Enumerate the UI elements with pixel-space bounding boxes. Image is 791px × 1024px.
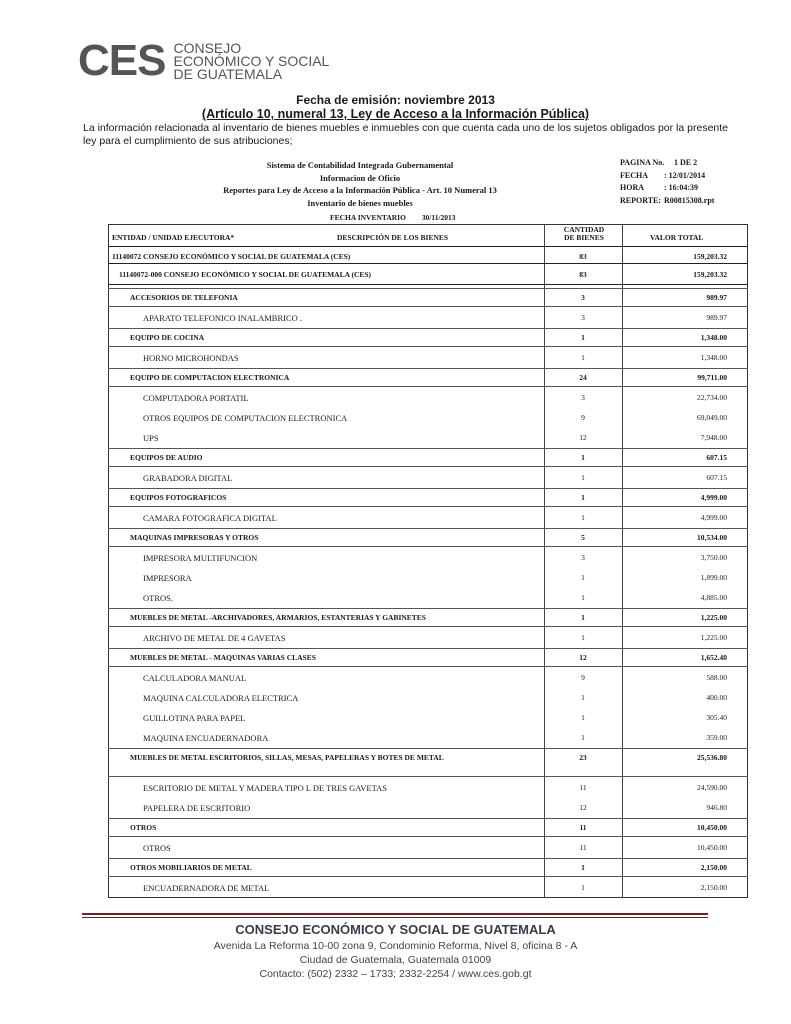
row-value: 10,534.00 (697, 533, 727, 542)
row-label: OTROS (130, 823, 157, 832)
row-label: CAMARA FOTOGRAFICA DIGITAL (143, 513, 277, 523)
report-value: R00815308.rpt (664, 195, 715, 205)
footer-city: Ciudad de Guatemala, Guatemala 01009 (299, 954, 492, 966)
category-rule-bottom (108, 666, 748, 667)
row-label: 11140072 CONSEJO ECONÓMICO Y SOCIAL DE GUATEMALA (CES) (112, 252, 351, 261)
row-label: ARCHIVO DE METAL DE 4 GAVETAS (143, 633, 286, 643)
row-value: 7,948.00 (700, 433, 727, 442)
row-label: UPS (143, 433, 159, 443)
row-value: 400.00 (706, 693, 727, 702)
report-title-block (210, 159, 510, 209)
row-quantity: 1 (581, 693, 585, 702)
row-label: MAQUINA CALCULADORA ELECTRICA (143, 693, 299, 703)
row-label: ESCRITORIO DE METAL Y MADERA TIPO L DE TRES GAVETAS (143, 783, 387, 793)
footer-contact: Contacto: (502) 2332 – 1733; 2332-2254 / www.ces.gob.gt (259, 968, 532, 980)
category-rule (108, 858, 748, 859)
row-label: ENCUADERNADORA DE METAL (143, 883, 270, 893)
category-rule-bottom (108, 466, 748, 467)
row-label: OTROS MOBILIARIOS DE METAL (130, 863, 252, 872)
logo-text (173, 39, 330, 82)
logo-line-3: DE GUATEMALA (173, 65, 283, 82)
article-title: (Artículo 10, numeral 13, Ley de Acceso a la Información Pública) (201, 107, 590, 121)
row-label: COMPUTADORA PORTATIL (143, 393, 249, 403)
row-label: MUEBLES DE METAL - MAQUINAS VARIAS CLASES (130, 653, 316, 662)
row-quantity: 1 (581, 473, 585, 482)
row-quantity: 1 (581, 733, 585, 742)
row-quantity: 24 (579, 373, 587, 382)
row-quantity: 1 (581, 513, 585, 522)
row-value: 607.15 (706, 473, 727, 482)
page-label: PAGINA No. (620, 158, 665, 167)
row-quantity: 11 (579, 823, 587, 832)
row-quantity: 1 (581, 593, 585, 602)
row-label: CALCULADORA MANUAL (143, 673, 247, 683)
row-value: 1,348.00 (700, 333, 727, 342)
row-value: 159,203.32 (693, 252, 727, 261)
category-rule-bottom (108, 506, 748, 507)
row-label: EQUIPO DE COCINA (130, 333, 205, 342)
row-value: 3,750.00 (700, 553, 727, 562)
category-rule (108, 528, 748, 529)
row-value: 946.80 (706, 803, 727, 812)
row-value: 2,150.00 (700, 863, 727, 872)
row-quantity: 23 (579, 753, 587, 762)
row-label: MAQUINA ENCUADERNADORA (143, 733, 269, 743)
row-label: GRABADORA DIGITAL (143, 473, 233, 483)
logo-line-1: CONSEJO (173, 39, 242, 56)
row-value: 1,652.40 (700, 653, 727, 662)
row-value: 4,885.00 (700, 593, 727, 602)
report-label: REPORTE: (620, 195, 662, 205)
row-label: OTROS (143, 843, 171, 853)
report-inventory: Inventario de bienes muebles (307, 197, 413, 208)
inventory-date-value: 30/11/2013 (421, 213, 456, 222)
unit-rule (108, 284, 748, 285)
row-quantity: 1 (581, 613, 585, 622)
row-value: 1,899.00 (700, 573, 727, 582)
intro-paragraph: La información relacionada al inventario de bienes muebles e inmuebles con que cuenta cada uno de los sujetos obligados por la presente ley para el cumplimiento de sus atribuciones; (83, 122, 729, 147)
ces-logo (78, 36, 330, 85)
row-value: 10,450.00 (697, 843, 727, 852)
row-quantity: 1 (581, 573, 585, 582)
row-label: IMPRESORA (143, 573, 192, 583)
row-quantity: 1 (581, 863, 585, 872)
footer-org-name: CONSEJO ECONÓMICO Y SOCIAL DE GUATEMALA (235, 922, 556, 937)
row-quantity: 1 (581, 883, 585, 892)
date-label: FECHA (620, 170, 648, 180)
row-value: 24,590.00 (697, 783, 727, 792)
row-quantity: 1 (581, 353, 585, 362)
row-quantity: 1 (581, 453, 585, 462)
row-quantity: 3 (581, 393, 585, 402)
logo-line-2: ECONÓMICO Y SOCIAL (173, 52, 330, 69)
inventory-date (330, 213, 456, 222)
row-quantity: 1 (581, 633, 585, 642)
category-rule-bottom (108, 306, 748, 307)
row-value: 1,225.00 (700, 613, 727, 622)
category-rule (108, 368, 748, 369)
row-quantity: 11 (579, 783, 587, 792)
row-label: ACCESORIOS DE TELEFONIA (130, 293, 238, 302)
category-rule (108, 488, 748, 489)
row-value: 10,450.00 (697, 823, 727, 832)
row-value: 1,348.00 (700, 353, 727, 362)
row-label: EQUIPO DE COMPUTACION ELECTRONICA (130, 373, 290, 382)
row-label: 11140072-000 CONSEJO ECONÓMICO Y SOCIAL DE GUATEMALA (CES) (119, 270, 372, 279)
header-quantity-line2: DE BIENES (564, 233, 604, 242)
row-value: 588.00 (706, 673, 727, 682)
row-value: 2,150.00 (700, 883, 727, 892)
category-rule-bottom (108, 346, 748, 347)
row-value: 989.97 (706, 293, 727, 302)
row-label: MUEBLES DE METAL -ARCHIVADORES, ARMARIOS, ESTANTERIAS Y GABINETES (130, 613, 426, 622)
row-quantity: 1 (581, 333, 585, 342)
row-value: 22,734.00 (697, 393, 727, 402)
row-quantity: 9 (581, 673, 585, 682)
row-quantity: 11 (579, 843, 587, 852)
row-label: HORNO MICROHONDAS (143, 353, 239, 363)
footer-rule-thin (82, 917, 708, 918)
row-value: 4,999.00 (700, 493, 727, 502)
row-quantity: 83 (579, 270, 587, 279)
row-value: 305.40 (706, 713, 727, 722)
row-quantity: 9 (581, 413, 585, 422)
row-quantity: 1 (581, 493, 585, 502)
row-label: GUILLOTINA PARA PAPEL (143, 713, 246, 723)
row-label: MAQUINAS IMPRESORAS Y OTROS (130, 533, 259, 542)
row-label: PAPELERA DE ESCRITORIO (143, 803, 251, 813)
category-rule (108, 448, 748, 449)
row-label: IMPRESORA MULTIFUNCION (143, 553, 258, 563)
row-label: APARATO TELEFONICO INALAMBRICO . (143, 313, 302, 323)
row-quantity: 12 (579, 803, 587, 812)
row-value: 1,225.00 (700, 633, 727, 642)
time-value: : 16:04:39 (664, 183, 698, 192)
header-entity: ENTIDAD / UNIDAD EJECUTORA* (112, 233, 235, 242)
category-rule (108, 328, 748, 329)
logo-mark: CES (78, 36, 166, 85)
category-rule-bottom (108, 776, 748, 777)
row-value: 4,999.00 (700, 513, 727, 522)
category-rule-bottom (108, 836, 748, 837)
header-quantity-line1: CANTIDAD (563, 225, 605, 234)
row-label: EQUIPOS DE AUDIO (130, 453, 203, 462)
row-value: 69,049.00 (697, 413, 727, 422)
time-label: HORA (620, 183, 644, 192)
row-quantity: 83 (579, 252, 587, 261)
report-purpose: Reportes para Ley de Acceso a la Información Pública - Art. 10 Numeral 13 (223, 185, 497, 195)
category-rule-bottom (108, 626, 748, 627)
header-description: DESCRIPCIÓN DE LOS BIENES (337, 233, 449, 242)
row-value: 99,711.00 (697, 373, 727, 382)
row-quantity: 12 (579, 653, 587, 662)
row-quantity: 3 (581, 553, 585, 562)
row-value: 159,203.32 (693, 270, 727, 279)
category-rule-bottom (108, 546, 748, 547)
system-name: Sistema de Contabilidad Integrada Gubernamental (266, 160, 454, 170)
page-value: 1 DE 2 (674, 158, 698, 167)
report-info: Informacion de Oficio (319, 172, 401, 183)
row-value: 989.97 (706, 313, 727, 322)
category-rule (108, 608, 748, 609)
category-rule (108, 288, 748, 289)
row-label: OTROS. (143, 593, 173, 603)
report-meta (620, 157, 714, 207)
row-quantity: 1 (581, 713, 585, 722)
header-quantity (556, 226, 612, 248)
category-rule-bottom (108, 386, 748, 387)
row-quantity: 5 (581, 533, 585, 542)
row-label: OTROS EQUIPOS DE COMPUTACION ELECTRONICA (143, 413, 348, 423)
category-rule (108, 648, 748, 649)
footer-rule-thick (82, 913, 708, 915)
row-value: 607.15 (706, 453, 727, 462)
row-value: 359.00 (706, 733, 727, 742)
row-quantity: 12 (579, 433, 587, 442)
row-quantity: 3 (581, 293, 585, 302)
emission-date: Fecha de emisión: noviembre 2013 (296, 93, 495, 107)
header-rule (108, 246, 748, 247)
header-total: VALOR TOTAL (650, 233, 704, 242)
category-rule-bottom (108, 876, 748, 877)
footer-address: Avenida La Reforma 10-00 zona 9, Condominio Reforma, Nivel 8, oficina 8 - A (213, 940, 578, 952)
date-value: : 12/01/2014 (664, 170, 706, 180)
entity-rule (108, 263, 748, 264)
row-label: EQUIPOS FOTOGRAFICOS (130, 493, 227, 502)
category-rule (108, 818, 748, 819)
row-quantity: 3 (581, 313, 585, 322)
row-value: 25,536.80 (697, 753, 727, 762)
category-rule (108, 748, 748, 749)
row-label: MUEBLES DE METAL ESCRITORIOS, SILLAS, MESAS, PAPELERAS Y BOTES DE METAL (130, 753, 444, 762)
inventory-date-label: FECHA INVENTARIO (330, 213, 406, 222)
